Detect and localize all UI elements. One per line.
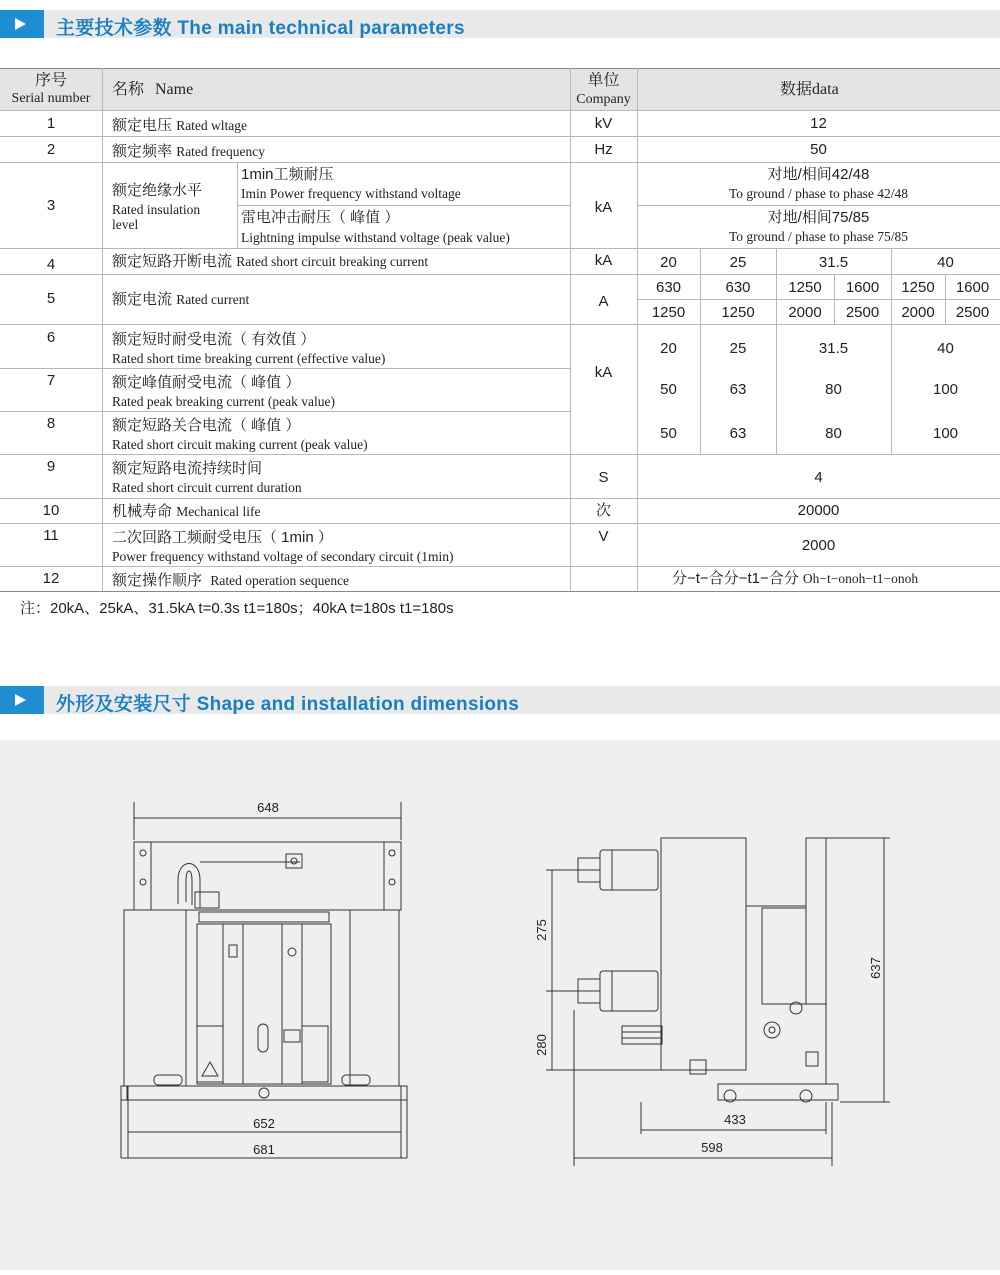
row1-unit: kV (594, 115, 613, 132)
row3-sub2-value-cn: 对地/相间75/85 (767, 209, 870, 226)
row4-v4: 40 (937, 254, 954, 271)
row6-name-en: Rated short time breaking current (effective value) (112, 351, 386, 366)
row4-name: 额定短路开断电流 Rated short circuit breaking current (112, 253, 429, 270)
row12-name: 额定操作顺序 Rated operation sequence (112, 572, 350, 589)
row10-unit: 次 (595, 502, 611, 519)
header-unit-cn: 单位 (587, 72, 620, 89)
row6-v4: 40 (937, 340, 954, 357)
row5-top2: 630 (725, 279, 751, 296)
row8-no: 8 (46, 415, 56, 432)
side-view-drawing (546, 838, 890, 1166)
row11-no: 11 (43, 527, 59, 544)
section-marker (0, 686, 44, 714)
row1-no: 1 (46, 115, 56, 132)
section-header-dimensions (0, 686, 1000, 714)
row8-name-cn: 额定短路关合电流（ 峰值 ） (112, 417, 301, 434)
row5-bot2: 1250 (721, 304, 755, 321)
row9-unit: S (598, 469, 609, 486)
dimension-drawing-area (0, 740, 1000, 1270)
row9-name-cn: 额定短路电流持续时间 (112, 460, 263, 477)
front-view-drawing (121, 802, 407, 1158)
row5-top5: 1250 (901, 279, 935, 296)
row8-name-en: Rated short circuit making current (peak value) (112, 437, 368, 452)
dim-side-bottom: 598 (701, 1140, 723, 1155)
dim-side-lower: 280 (534, 1034, 549, 1056)
dimension-drawings (0, 740, 1000, 1270)
row3-sub2-cn: 雷电冲击耐压（ 峰值 ） (241, 209, 400, 226)
row4-v2: 25 (729, 254, 747, 271)
row7-v2: 63 (729, 381, 747, 398)
row7-name-en: Rated peak breaking current (peak value) (112, 394, 336, 409)
dim-side-height: 637 (868, 957, 883, 979)
dim-front-top: 648 (257, 800, 279, 815)
row3-sub1-en: Imin Power frequency withstand voltage (241, 186, 461, 201)
row8-v2: 63 (729, 425, 747, 442)
row5-no: 5 (46, 290, 56, 307)
row11-name-en: Power frequency withstand voltage of secondary circuit (1min) (112, 549, 454, 564)
row5-bot6: 2500 (955, 304, 990, 321)
row10-value: 20000 (797, 502, 840, 519)
row12-no: 12 (42, 570, 60, 587)
row2-value: 50 (810, 141, 827, 158)
row11-value: 2000 (801, 537, 836, 554)
row7-v3: 80 (825, 381, 842, 398)
section-title: 主要技术参数 The main technical parameters (56, 18, 465, 39)
header-name-en: Name (155, 81, 194, 98)
section-header-params (0, 10, 1000, 38)
row10-name: 机械寿命 Mechanical life (112, 503, 261, 520)
section-title: 外形及安装尺寸 Shape and installation dimensions (56, 694, 520, 715)
row9-value: 4 (814, 469, 823, 486)
row6-v2: 25 (729, 340, 747, 357)
table-note: 注：20kA、25kA、31.5kA t=0.3s t1=180s；40kA t=180s t1=180s (20, 600, 454, 617)
row6-v3: 31.5 (818, 340, 849, 357)
row7-v1: 50 (660, 381, 677, 398)
row5-top6: 1600 (955, 279, 990, 296)
row11-name-cn: 二次回路工频耐受电压（ 1min ） (112, 529, 333, 546)
header-shade (0, 68, 1000, 110)
row8-v1: 50 (660, 425, 677, 442)
row3-name-en2: level (112, 217, 139, 232)
row10-no: 10 (42, 502, 60, 519)
row5-unit: A (598, 293, 609, 310)
header-serial-cn: 序号 (34, 72, 67, 89)
row6-v1: 20 (660, 340, 677, 357)
row5-bot3: 2000 (788, 304, 822, 321)
header-serial-en: Serial number (11, 91, 91, 106)
row2-name: 额定频率 Rated frequency (112, 143, 266, 160)
row7-v4: 100 (932, 381, 959, 398)
row3-sub2-en: Lightning impulse withstand voltage (peak value) (241, 230, 510, 245)
row9-name-en: Rated short circuit current duration (112, 480, 302, 495)
row3-unit: kA (594, 199, 613, 216)
row3-sub1-cn: 1min工频耐压 (241, 166, 334, 183)
row1-name: 额定电压 Rated wltage (112, 117, 248, 134)
row5-bot1: 1250 (651, 304, 686, 321)
row3-sub1-value-en: To ground / phase to phase 42/48 (728, 186, 909, 201)
row3-sub2-value-en: To ground / phase to phase 75/85 (728, 229, 909, 244)
row6-name-cn: 额定短时耐受电流（ 有效值 ） (112, 331, 316, 348)
row3-no: 3 (46, 197, 56, 214)
row6-no: 6 (46, 329, 56, 346)
row3-name-en1: Rated insulation (112, 202, 201, 217)
row3-sub1-value-cn: 对地/相间42/48 (767, 166, 870, 183)
row5-name: 额定电流 Rated current (112, 291, 250, 308)
row4-unit: kA (594, 252, 613, 269)
play-arrow-icon (15, 18, 26, 30)
header-name-cn: 名称 (112, 81, 145, 98)
dim-front-mid: 652 (253, 1116, 275, 1131)
row12-value: 分−t−合分−t1−合分 Oh−t−onoh−t1−onoh (672, 570, 919, 587)
header-unit-en: Company (576, 92, 631, 107)
row8-v3: 80 (825, 425, 842, 442)
row8-v4: 100 (932, 425, 959, 442)
dim-side-upper: 275 (534, 919, 549, 941)
row4-v1: 20 (660, 254, 677, 271)
row7-name-cn: 额定峰值耐受电流（ 峰值 ） (112, 374, 301, 391)
row6-8-unit: kA (594, 364, 613, 381)
row2-unit: Hz (594, 141, 613, 158)
row11-unit: V (598, 528, 609, 545)
dim-front-bottom: 681 (253, 1142, 275, 1157)
play-arrow-icon (15, 694, 26, 706)
row4-v3: 31.5 (818, 254, 849, 271)
row3-name-cn: 额定绝缘水平 (112, 182, 203, 199)
row5-top3: 1250 (788, 279, 822, 296)
row9-no: 9 (46, 458, 56, 475)
row7-no: 7 (46, 372, 56, 389)
row2-no: 2 (46, 141, 56, 158)
row5-bot4: 2500 (845, 304, 880, 321)
row5-bot5: 2000 (901, 304, 935, 321)
section-marker (0, 10, 44, 38)
row5-top1: 630 (655, 279, 682, 296)
row1-value: 12 (810, 115, 827, 132)
row4-no: 4 (46, 256, 56, 273)
dim-side-mid: 433 (724, 1112, 746, 1127)
header-data: 数据data (780, 81, 839, 98)
row5-top4: 1600 (845, 279, 880, 296)
